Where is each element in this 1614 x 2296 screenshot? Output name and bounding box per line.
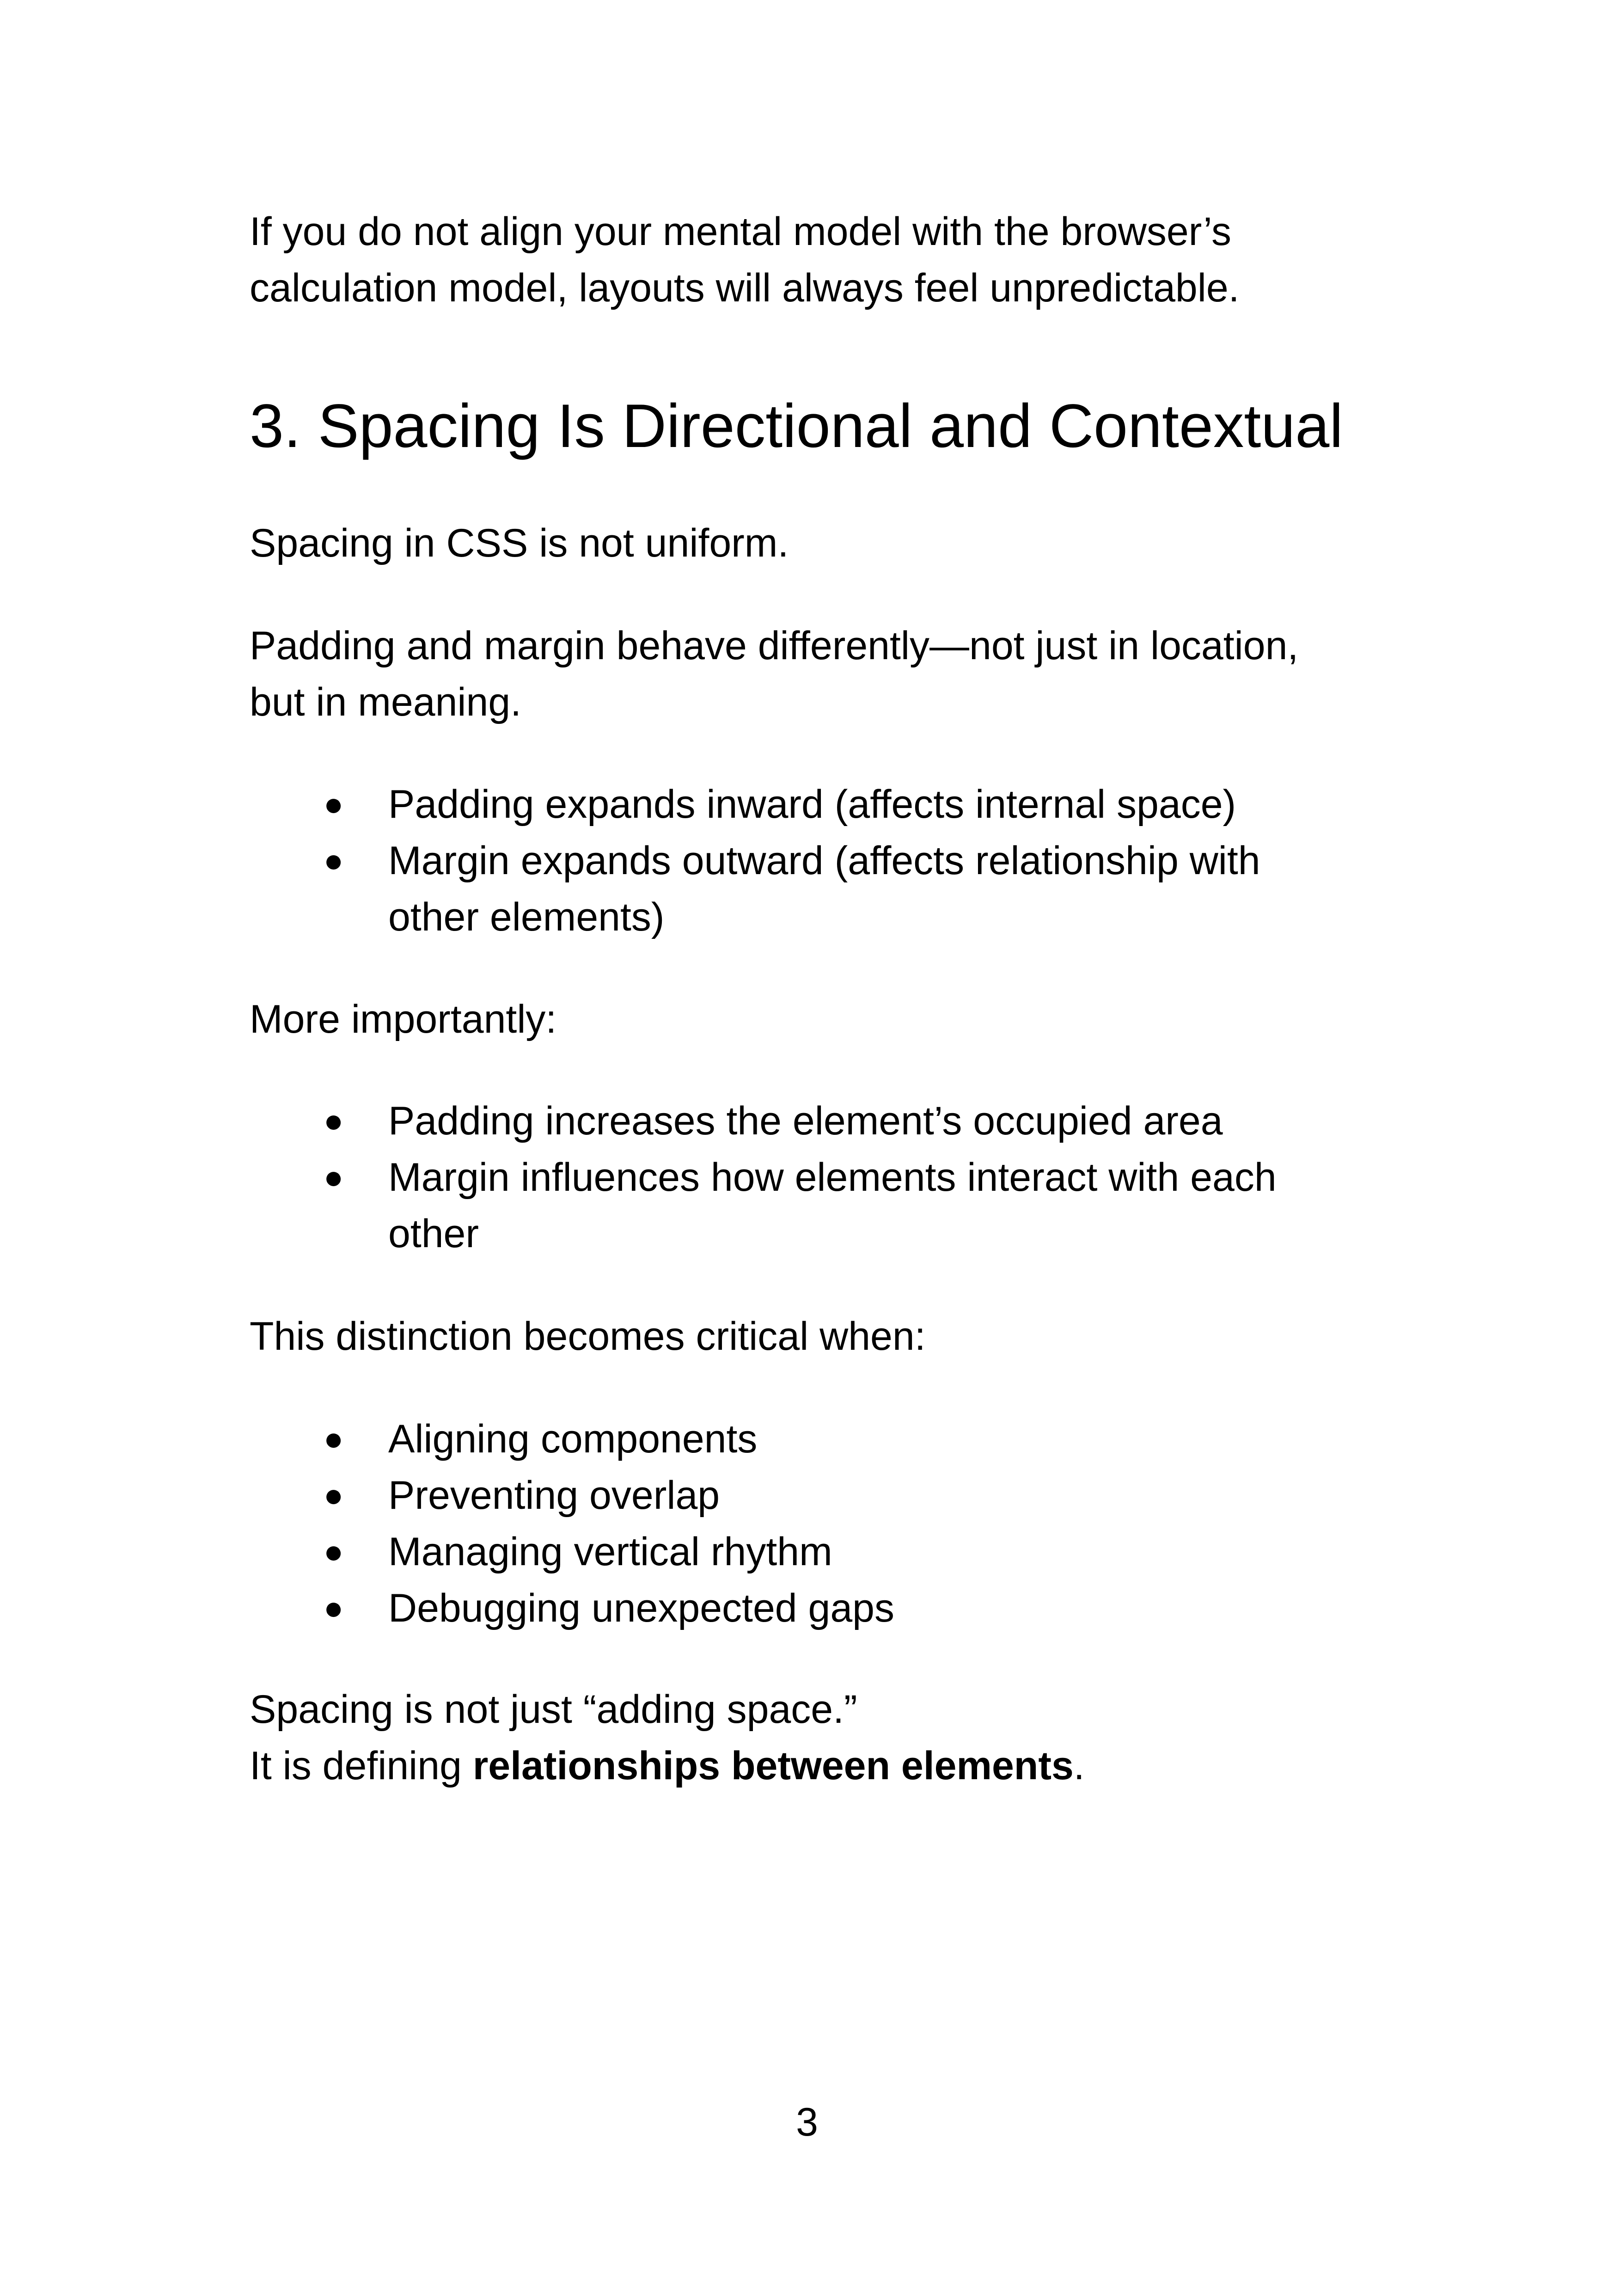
list-item-text: Padding expands inward (affects internal space) bbox=[388, 782, 1236, 827]
list-item bbox=[250, 1149, 1414, 1262]
page-number: 3 bbox=[796, 2100, 818, 2144]
list-item-text: Padding increases the element’s occupied area bbox=[388, 1099, 1223, 1143]
list-item-text: Margin influences how elements interact with each bbox=[388, 1155, 1277, 1200]
bullet-icon: ● bbox=[324, 1159, 344, 1196]
bullet-icon: ● bbox=[324, 1590, 344, 1627]
intro-paragraph-line-1: If you do not align your mental model with the browser’s bbox=[250, 209, 1232, 254]
bullet-list-critical bbox=[250, 1411, 1414, 1636]
list-item-text: Margin expands outward (affects relationship with bbox=[388, 839, 1260, 883]
list-item bbox=[250, 1411, 1414, 1467]
paragraph-padding-margin-line-1: Padding and margin behave differently—not just in location, bbox=[250, 624, 1299, 668]
list-item bbox=[250, 1093, 1414, 1149]
list-item bbox=[250, 1524, 1414, 1580]
list-item-text: Debugging unexpected gaps bbox=[388, 1586, 894, 1630]
closing-line-2-prefix: It is defining bbox=[250, 1744, 473, 1788]
bullet-icon: ● bbox=[324, 1533, 344, 1570]
list-item bbox=[250, 1467, 1414, 1524]
list-item-text: Managing vertical rhythm bbox=[388, 1530, 832, 1574]
list-item-text-continued: other bbox=[388, 1212, 479, 1256]
closing-line-2 bbox=[250, 1738, 1085, 1794]
bullet-icon: ● bbox=[324, 1102, 344, 1139]
list-item-text-continued: other elements) bbox=[388, 895, 665, 939]
bullet-list-importantly bbox=[250, 1093, 1414, 1262]
list-item bbox=[250, 776, 1414, 833]
paragraph-distinction: This distinction becomes critical when: bbox=[250, 1314, 926, 1359]
list-item-text: Aligning components bbox=[388, 1417, 758, 1461]
paragraph-padding-margin-line-2: but in meaning. bbox=[250, 680, 522, 724]
bullet-icon: ● bbox=[324, 786, 344, 823]
list-item bbox=[250, 833, 1414, 945]
closing-line-2-suffix: . bbox=[1073, 1744, 1085, 1788]
list-item-text: Preventing overlap bbox=[388, 1473, 720, 1518]
bullet-icon: ● bbox=[324, 1477, 344, 1514]
bullet-icon: ● bbox=[324, 1420, 344, 1457]
closing-emphasis: relationships between elements bbox=[472, 1744, 1074, 1788]
list-item bbox=[250, 1580, 1414, 1636]
intro-paragraph-line-2: calculation model, layouts will always feel unpredictable. bbox=[250, 266, 1240, 310]
closing-line-1: Spacing is not just “adding space.” bbox=[250, 1687, 857, 1732]
section-heading: 3. Spacing Is Directional and Contextual bbox=[250, 392, 1343, 460]
paragraph-spacing-not-uniform: Spacing in CSS is not uniform. bbox=[250, 521, 789, 565]
bullet-list-padding-margin bbox=[250, 776, 1414, 945]
bullet-icon: ● bbox=[324, 842, 344, 879]
paragraph-more-importantly: More importantly: bbox=[250, 997, 557, 1041]
